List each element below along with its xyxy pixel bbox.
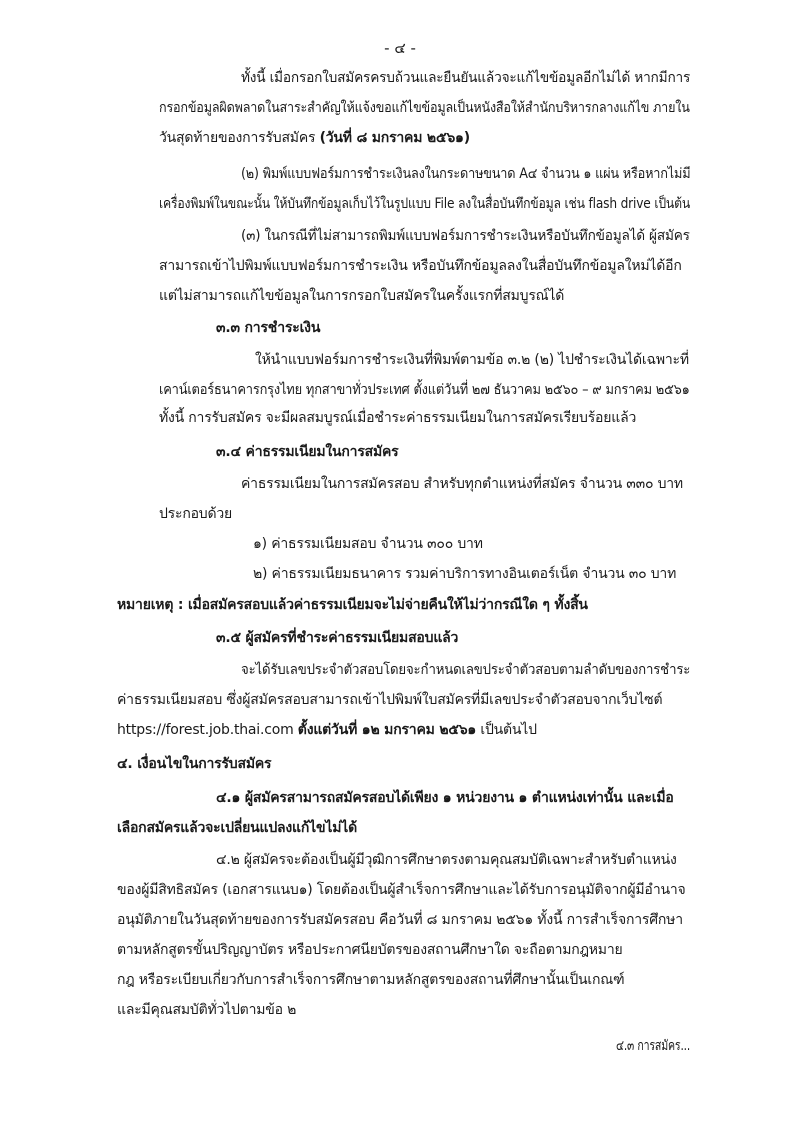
paragraph-line: ประกอบด้วย — [159, 506, 233, 522]
paragraph-line: แต่ไม่สามารถแก้ไขข้อมูลในการกรอกใบสมัครในครั้งแรกที่สมบูรณ์ได้ — [159, 288, 565, 304]
start-date: ตั้งแต่วันที่ ๑๒ มกราคม ๒๕๖๑ — [297, 722, 477, 738]
deadline-date: (วันที่ ๘ มกราคม ๒๕๖๑) — [319, 130, 470, 146]
text-span: วันสุดท้ายของการรับสมัคร — [159, 130, 320, 146]
paragraph-line: ๔.๑ ผู้สมัครสามารถสมัครสอบได้เพียง ๑ หน่วยงาน ๑ ตำแหน่งเท่านั้น และเมื่อ — [216, 790, 674, 806]
paragraph-line: ของผู้มีสิทธิสมัคร (เอกสารแนบ๑) โดยต้องเป็นผู้สำเร็จการศึกษาและได้รับการอนุมัติจากผู้มีอำนาจ — [117, 882, 686, 898]
website-url: https://forest.job.thai.com — [117, 722, 298, 738]
list-item: ๒) ค่าธรรมเนียมธนาคาร รวมค่าบริการทางอินเตอร์เน็ต จำนวน ๓๐ บาท — [253, 566, 677, 582]
paragraph-line: เครื่องพิมพ์ในขณะนั้น ให้บันทึกข้อมูลเก็บไว้ในรูปแบบ File ลงในสื่อบันทึกข้อมูล เช่น flash drive เป็นต้น — [159, 196, 691, 212]
continued-footer: ๔.๓ การสมัคร... — [616, 1038, 691, 1054]
paragraph-line: ค่าธรรมเนียมในการสมัครสอบ สำหรับทุกตำแหน่งที่สมัคร จำนวน ๓๓๐ บาท — [241, 476, 683, 492]
paragraph-line: ให้นำแบบฟอร์มการชำระเงินที่พิมพ์ตามข้อ ๓.๒ (๒) ไปชำระเงินได้เฉพาะที่ — [255, 352, 689, 368]
section-heading-3-3: ๓.๓ การชำระเงิน — [216, 320, 321, 336]
section-heading-3-4: ๓.๔ ค่าธรรมเนียมในการสมัคร — [216, 444, 399, 460]
paragraph-line: อนุมัติภายในวันสุดท้ายของการรับสมัครสอบ คือวันที่ ๘ มกราคม ๒๕๖๑ ทั้งนี้ การสำเร็จการศึกษา — [117, 912, 683, 928]
paragraph-line: ๔.๒ ผู้สมัครจะต้องเป็นผู้มีวุฒิการศึกษาตรงตามคุณสมบัติเฉพาะสำหรับตำแหน่ง — [216, 852, 677, 868]
paragraph-line: สามารถเข้าไปพิมพ์แบบฟอร์มการชำระเงิน หรือบันทึกข้อมูลลงในสื่อบันทึกข้อมูลใหม่ได้อีก — [159, 258, 682, 274]
paragraph-line: กรอกข้อมูลผิดพลาดในสาระสำคัญให้แจ้งขอแก้ไขข้อมูลเป็นหนังสือให้สำนักบริหารกลางแก้ไข ภายใน — [159, 100, 690, 116]
paragraph-line: กฎ หรือระเบียบเกี่ยวกับการสำเร็จการศึกษาตามหลักสูตรของสถานที่ศึกษานั้นเป็นเกณฑ์ — [117, 972, 625, 988]
paragraph-line: ทั้งนี้ การรับสมัคร จะมีผลสมบูรณ์เมื่อชำระค่าธรรมเนียมในการสมัครเรียบร้อยแล้ว — [159, 410, 637, 426]
text-span: เป็นต้นไป — [476, 722, 537, 738]
paragraph-line: ทั้งนี้ เมื่อกรอกใบสมัครครบถ้วนและยืนยันแล้วจะแก้ไขข้อมูลอีกไม่ได้ หากมีการ — [241, 70, 691, 86]
section-heading-4: ๔. เงื่อนไขในการรับสมัคร — [117, 756, 272, 772]
paragraph-line: ค่าธรรมเนียมสอบ ซึ่งผู้สมัครสอบสามารถเข้าไปพิมพ์ใบสมัครที่มีเลขประจำตัวสอบจากเว็บไซต์ — [117, 692, 663, 708]
paragraph-line — [159, 128, 470, 148]
paragraph-line: (๒) พิมพ์แบบฟอร์มการชำระเงินลงในกระดาษขนาด A๔ จำนวน ๑ แผ่น หรือหากไม่มี — [241, 166, 691, 182]
paragraph-line: เคาน์เตอร์ธนาคารกรุงไทย ทุกสาขาทั่วประเทศ ตั้งแต่วันที่ ๒๗ ธันวาคม ๒๕๖๐ – ๙ มกราคม ๒๕๖๑ — [159, 382, 690, 398]
paragraph-line: และมีคุณสมบัติทั่วไปตามข้อ ๒ — [117, 1002, 297, 1018]
note-text: หมายเหตุ : เมื่อสมัครสอบแล้วค่าธรรมเนียมจะไม่จ่ายคืนให้ไม่ว่ากรณีใด ๆ ทั้งสิ้น — [117, 597, 588, 613]
section-heading-3-5: ๓.๕ ผู้สมัครที่ชำระค่าธรรมเนียมสอบแล้ว — [216, 630, 459, 646]
paragraph-line: เลือกสมัครแล้วจะเปลี่ยนแปลงแก้ไขไม่ได้ — [117, 820, 357, 836]
paragraph-line: จะได้รับเลขประจำตัวสอบโดยจะกำหนดเลขประจำตัวสอบตามลำดับของการชำระ — [241, 662, 691, 678]
page-number: - ๔ - — [384, 39, 416, 57]
paragraph-line — [117, 720, 537, 740]
list-item: ๑) ค่าธรรมเนียมสอบ จำนวน ๓๐๐ บาท — [253, 536, 483, 552]
paragraph-line: (๓) ในกรณีที่ไม่สามารถพิมพ์แบบฟอร์มการชำระเงินหรือบันทึกข้อมูลได้ ผู้สมัคร — [241, 228, 690, 244]
paragraph-line: ตามหลักสูตรขั้นปริญญาบัตร หรือประกาศนียบัตรของสถานศึกษาใด จะถือตามกฎหมาย — [117, 942, 623, 958]
